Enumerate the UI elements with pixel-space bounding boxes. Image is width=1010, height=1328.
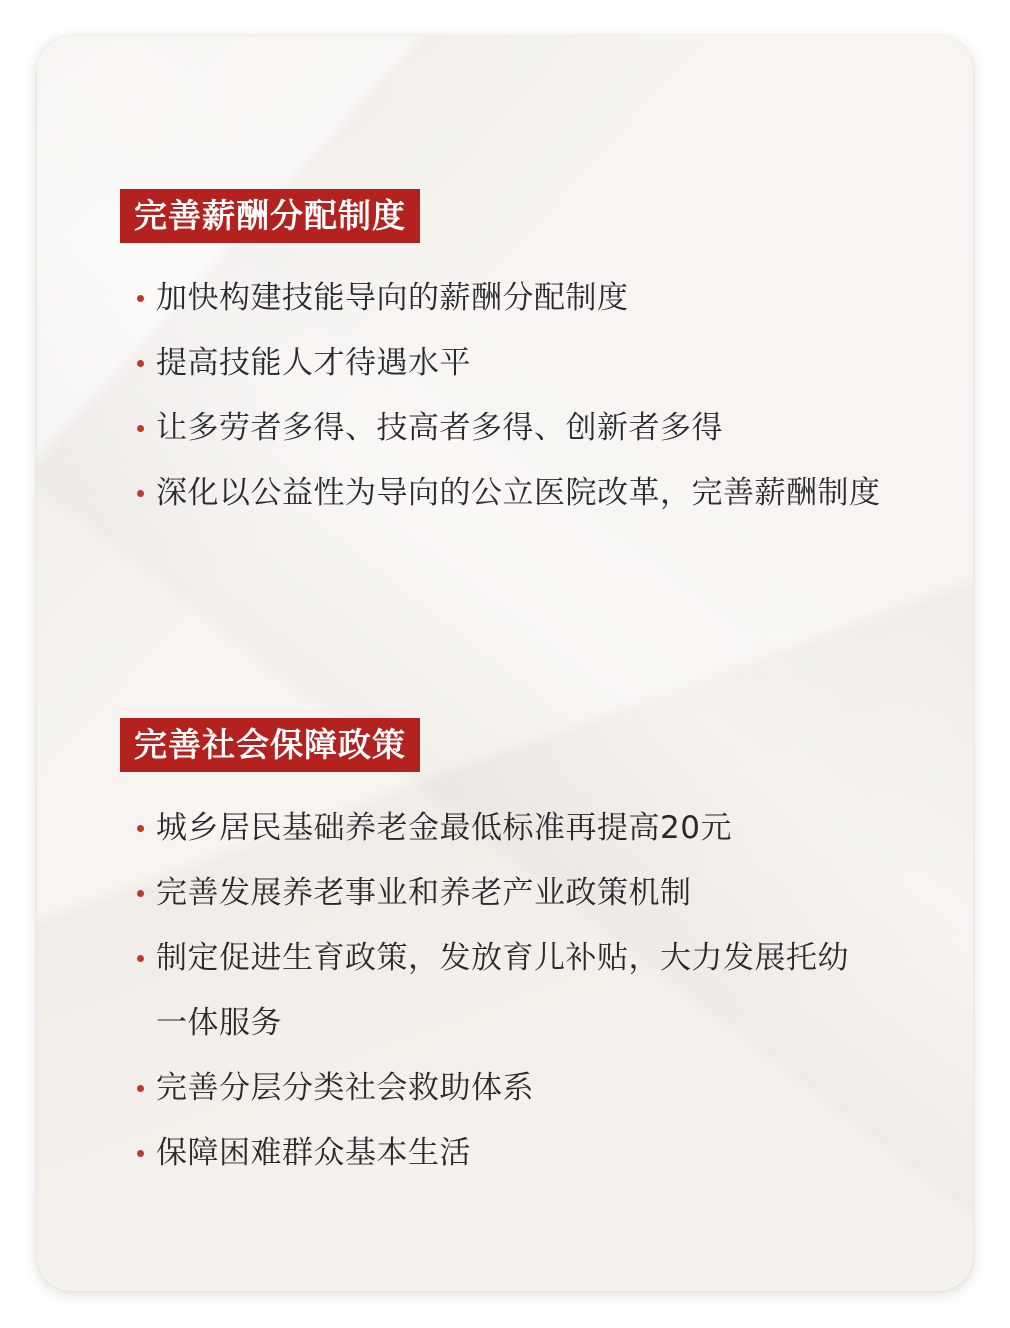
bullet-icon — [137, 360, 144, 367]
bullet-icon — [137, 890, 144, 897]
list-item: 让多劳者多得、技高者多得、创新者多得 — [134, 396, 881, 461]
salary-policy-list — [134, 266, 881, 526]
list-item: 城乡居民基础养老金最低标准再提高20元 — [134, 796, 849, 861]
social-security-policy-list — [134, 796, 849, 1186]
bullet-icon — [137, 825, 144, 832]
list-item: 保障困难群众基本生活 — [134, 1121, 849, 1186]
bullet-icon — [137, 295, 144, 302]
section-title-salary: 完善薪酬分配制度 — [120, 189, 420, 243]
bullet-icon — [137, 425, 144, 432]
list-item-continuation: 一体服务 — [156, 1005, 282, 1041]
bullet-icon — [137, 490, 144, 497]
bullet-icon — [137, 1150, 144, 1157]
list-item: 加快构建技能导向的薪酬分配制度 — [134, 266, 881, 331]
bullet-icon — [137, 1085, 144, 1092]
section-title-social-security: 完善社会保障政策 — [120, 718, 420, 772]
bullet-icon — [137, 955, 144, 962]
list-item: 完善分层分类社会救助体系 — [134, 1056, 849, 1121]
list-item: 制定促进生育政策，发放育儿补贴，大力发展托幼 — [134, 926, 849, 991]
list-item: 深化以公益性为导向的公立医院改革，完善薪酬制度 — [134, 461, 881, 526]
list-item: 提高技能人才待遇水平 — [134, 331, 881, 396]
list-item: 完善发展养老事业和养老产业政策机制 — [134, 861, 849, 926]
